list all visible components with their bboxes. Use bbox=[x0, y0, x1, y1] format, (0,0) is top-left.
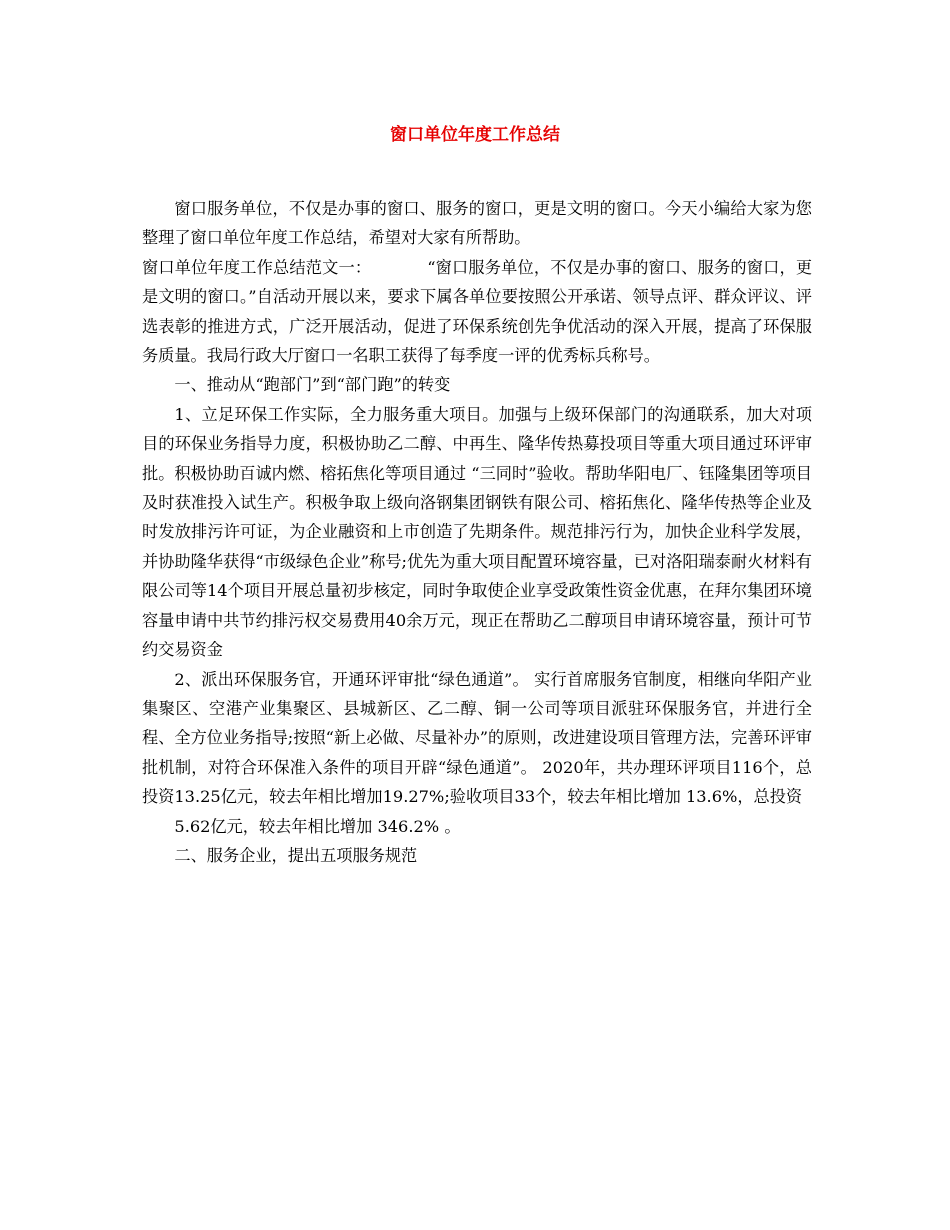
item-2-continued: 5.62亿元，较去年相比增加 346.2% 。 bbox=[174, 816, 461, 836]
document-title: 窗口单位年度工作总结 bbox=[390, 125, 560, 145]
section-1-heading: 一、推动从“跑部门”到“部门跑”的转变 bbox=[174, 375, 451, 395]
intro-paragraph: 窗口服务单位，不仅是办事的窗口、服务的窗口，更是文明的窗口。今天小编给大家为您整理了窗口单位年度工作总结，希望对大家有所帮助。 bbox=[142, 199, 812, 248]
item-1-paragraph: 1、立足环保工作实际，全力服务重大项目。加强与上级环保部门的沟通联系，加大对项目的环保业务指导力度，积极协助乙二醇、中再生、隆华传热募投项目等重大项目通过环评审批。积极协助百诚内燃、榕拓焦化等项目通过 “三同时”验收。帮助华阳电厂、钰隆集团等项目及时获准投入试生产。积极争取上级向洛钢集团钢铁有限公司、榕拓焦化、隆华传热等企业及时发放排污许可证，为企业融资和上市创造了先期条件。规范排污行为，加快企业科学发展，并协助隆华获得“市级绿色企业”称号;优先为重大项目配置环境容量，已对洛阳瑞泰耐火材料有限公司等14个项目开展总量初步核定，同时争取使企业享受政策性资金优惠，在拜尔集团环境容量申请中共节约排污权交易费用40余万元，现正在帮助乙二醇项目申请环境容量，预计可节约交易资金 bbox=[142, 404, 812, 660]
sample-first-paragraph: “窗口服务单位，不仅是办事的窗口、服务的窗口，更是文明的窗口。”自活动开展以来，要求下属各单位要按照公开承诺、领导点评、群众评议、评选表彰的推进方式，广泛开展活动，促进了环保系统创先争优活动的深入开展，提高了环保服务质量。我局行政大厅窗口一名职工获得了每季度一评的优秀标兵称号。 bbox=[142, 257, 813, 366]
document-body bbox=[142, 194, 812, 870]
section-2-heading: 二、服务企业，提出五项服务规范 bbox=[174, 845, 418, 865]
sample-label: 窗口单位年度工作总结范文一： bbox=[142, 257, 372, 277]
sample-paragraph bbox=[142, 253, 812, 371]
item-2-paragraph: 2、派出环保服务官，开通环评审批“绿色通道”。 实行首席服务官制度，相继向华阳产业集聚区、空港产业集聚区、县城新区、乙二醇、铜一公司等项目派驻环保服务官，并进行全程、全方位业务指导;按照“新上必做、尽量补办”的原则，改进建设项目管理方法，完善环评审批机制，对符合环保准入条件的项目开辟“绿色通道”。 2020年，共办理环评项目116个，总投资13.25亿元，较去年相比增加19.27%;验收项目33个，较去年相比增加 13.6%，总投资 bbox=[142, 669, 812, 807]
